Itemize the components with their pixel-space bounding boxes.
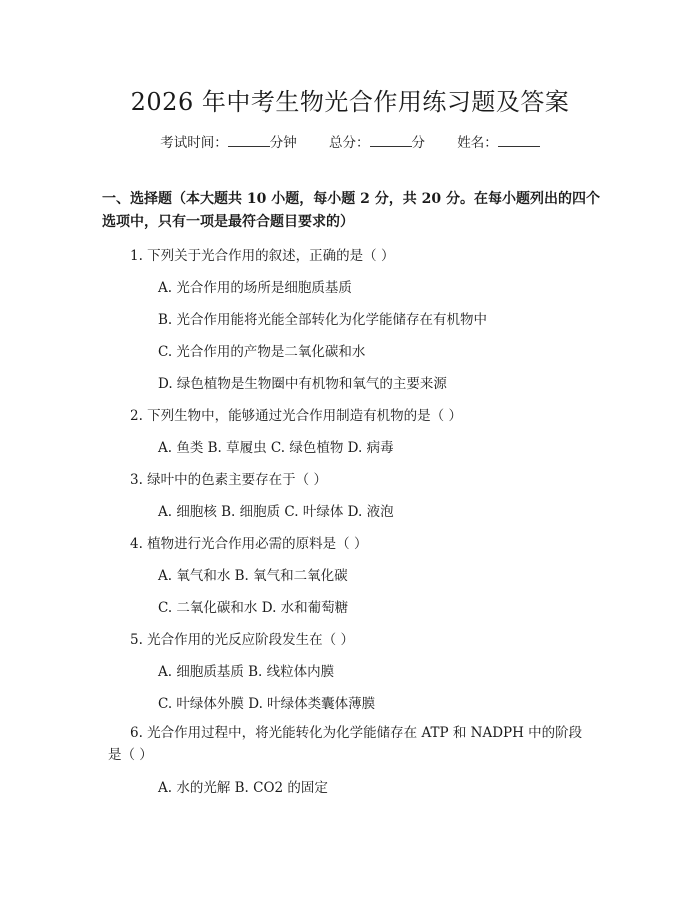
name-label: 姓名： bbox=[457, 135, 498, 151]
total-score-unit: 分 bbox=[411, 135, 425, 151]
name-field bbox=[457, 135, 540, 151]
page-title: 2026 年中考生物光合作用练习题及答案 bbox=[130, 88, 570, 116]
question-4-options-ab[interactable]: A. 氧气和水 B. 氧气和二氧化碳 bbox=[158, 568, 348, 584]
question-1-option-b[interactable]: B. 光合作用能将光能全部转化为化学能储存在有机物中 bbox=[158, 312, 488, 328]
question-3-options[interactable]: A. 细胞核 B. 细胞质 C. 叶绿体 D. 液泡 bbox=[158, 504, 394, 520]
question-2: 2. 下列生物中，能够通过光合作用制造有机物的是（ ） bbox=[130, 408, 462, 424]
total-score-blank[interactable] bbox=[370, 134, 412, 147]
exam-time-blank[interactable] bbox=[228, 134, 270, 147]
question-4: 4. 植物进行光合作用必需的原料是（ ） bbox=[130, 536, 368, 552]
name-blank[interactable] bbox=[498, 134, 540, 147]
total-score-field bbox=[329, 135, 429, 151]
exam-info-line bbox=[0, 131, 700, 151]
total-score-label: 总分： bbox=[329, 135, 370, 151]
question-1-option-d[interactable]: D. 绿色植物是生物圈中有机物和氧气的主要来源 bbox=[158, 376, 447, 392]
question-2-options[interactable]: A. 鱼类 B. 草履虫 C. 绿色植物 D. 病毒 bbox=[158, 440, 394, 456]
question-1-option-a[interactable]: A. 光合作用的场所是细胞质基质 bbox=[158, 280, 352, 296]
question-4-options-cd[interactable]: C. 二氧化碳和水 D. 水和葡萄糖 bbox=[158, 600, 349, 616]
question-5-options-ab[interactable]: A. 细胞质基质 B. 线粒体内膜 bbox=[158, 664, 335, 680]
question-3: 3. 绿叶中的色素主要存在于（ ） bbox=[130, 472, 327, 488]
exam-time-field bbox=[160, 135, 301, 151]
question-1-option-c[interactable]: C. 光合作用的产物是二氧化碳和水 bbox=[158, 344, 366, 360]
exam-time-label: 考试时间： bbox=[160, 135, 228, 151]
question-6-options[interactable]: A. 水的光解 B. CO2 的固定 bbox=[158, 780, 328, 796]
question-6: 6. 光合作用过程中，将光能转化为化学能储存在 ATP 和 NADPH 中的阶段是（ ） bbox=[108, 725, 583, 763]
exam-time-unit: 分钟 bbox=[269, 135, 297, 151]
question-5-options-cd[interactable]: C. 叶绿体外膜 D. 叶绿体类囊体薄膜 bbox=[158, 696, 376, 712]
question-5: 5. 光合作用的光反应阶段发生在（ ） bbox=[130, 632, 354, 648]
section-heading: 一、选择题（本大题共 10 小题，每小题 2 分，共 20 分。在每小题列出的四个选项中，只有一项是最符合题目要求的） bbox=[102, 191, 600, 230]
question-1: 1. 下列关于光合作用的叙述，正确的是（ ） bbox=[130, 248, 395, 264]
